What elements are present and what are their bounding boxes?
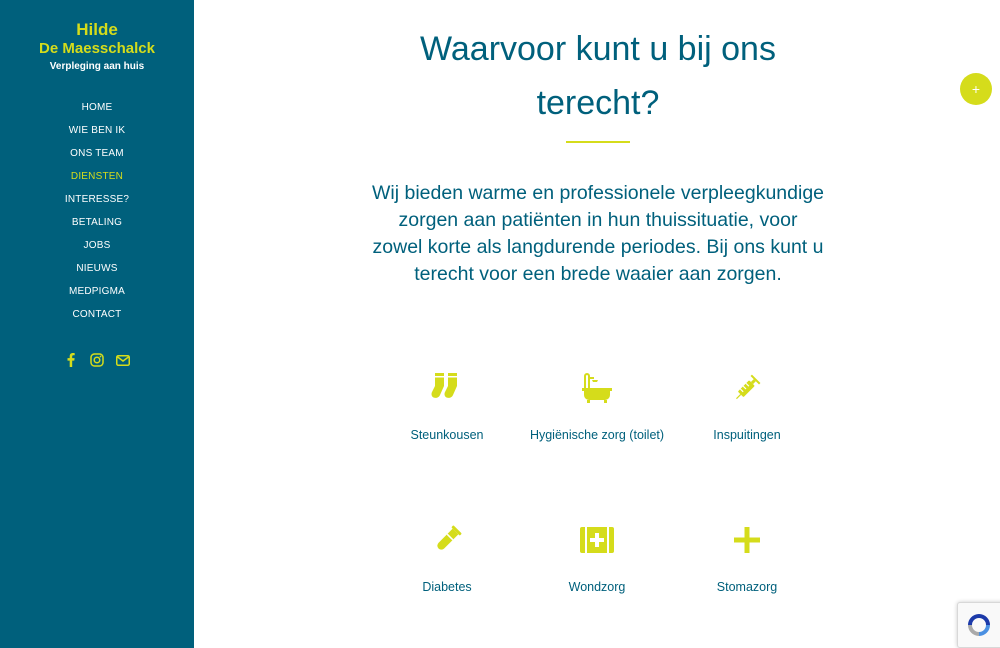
nav-item-contact[interactable]: CONTACT — [72, 309, 122, 320]
plus-icon — [672, 520, 822, 560]
title-divider — [566, 141, 630, 143]
service-label: Diabetes — [422, 580, 472, 594]
nav-item-nieuws[interactable]: NIEUWS — [76, 263, 118, 274]
service-hygienische-zorg[interactable] — [522, 368, 672, 444]
bathtub-icon — [522, 368, 672, 408]
recaptcha-badge[interactable] — [957, 602, 1000, 648]
nav-item-jobs[interactable]: JOBS — [83, 240, 111, 251]
service-label: Stomazorg — [716, 580, 778, 594]
service-label: Wondzorg — [568, 580, 626, 594]
main-content — [194, 0, 1000, 648]
logo-surname: De Maesschalck — [39, 40, 155, 57]
nav-item-diensten[interactable]: DIENSTEN — [70, 171, 124, 182]
service-label: Inspuitingen — [713, 428, 781, 442]
social-links — [0, 352, 194, 368]
main-nav — [0, 99, 194, 329]
syringe-icon — [672, 368, 822, 408]
service-inspuitingen[interactable] — [672, 368, 822, 444]
sidebar — [0, 0, 194, 648]
nav-item-wie-ben-ik[interactable]: WIE BEN IK — [68, 125, 126, 136]
service-steunkousen[interactable] — [372, 368, 522, 444]
nav-item-medpigma[interactable]: MEDPIGMA — [68, 286, 126, 297]
recaptcha-icon — [965, 611, 993, 639]
test-tube-icon — [372, 520, 522, 560]
page-title: Waarvoor kunt u bij ons terecht? — [420, 30, 776, 122]
service-diabetes[interactable] — [372, 520, 522, 596]
nav-item-ons-team[interactable]: ONS TEAM — [70, 148, 124, 159]
service-label: Steunkousen — [410, 428, 484, 442]
first-aid-kit-icon — [522, 520, 672, 560]
service-stomazorg[interactable] — [672, 520, 822, 596]
service-wondzorg[interactable] — [522, 520, 672, 596]
site-logo[interactable] — [0, 20, 194, 73]
mail-icon[interactable] — [116, 352, 130, 368]
intro-text: Wij bieden warme en professionele verpleegkundige zorgen aan patiënten in hun thuissituatie, voor zowel korte als langdurende periodes. Bij ons kunt u terecht voor een brede waaier aan zorgen. — [372, 182, 825, 285]
instagram-icon[interactable] — [90, 352, 104, 368]
logo-name: Hilde — [76, 20, 118, 39]
service-label: Hygiënische zorg (toilet) — [529, 428, 665, 442]
facebook-icon[interactable] — [64, 352, 78, 368]
nav-item-interesse[interactable]: INTERESSE? — [64, 194, 130, 205]
logo-tagline: Verpleging aan huis — [49, 61, 145, 72]
nav-item-home[interactable]: HOME — [81, 102, 113, 113]
nav-item-betaling[interactable]: BETALING — [71, 217, 123, 228]
floating-plus-button[interactable]: + — [960, 73, 992, 105]
socks-icon — [372, 368, 522, 408]
